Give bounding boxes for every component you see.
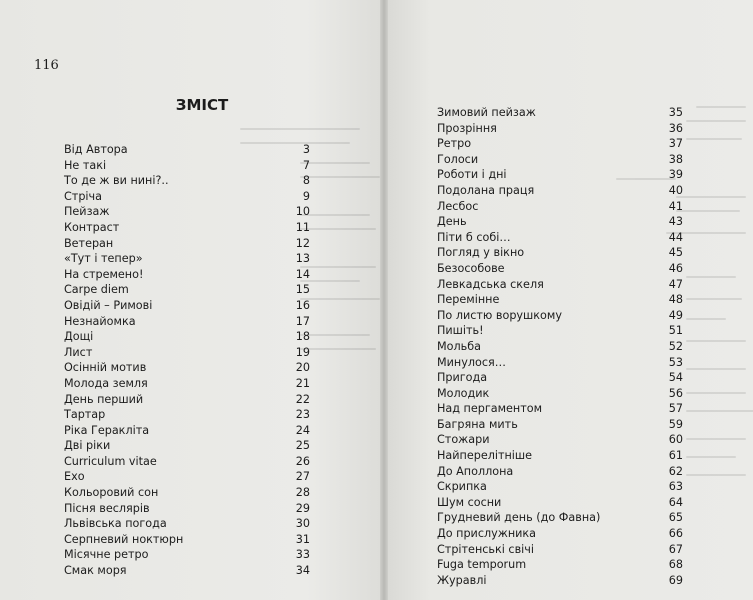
toc-entry [437,573,683,589]
toc-entry-title: Безособове [437,261,505,275]
toc-entry [437,167,683,183]
toc-list-left [64,142,310,579]
toc-title: ЗМІСТ [175,96,229,114]
toc-entry-page: 43 [668,215,683,229]
toc-entry [64,173,310,189]
toc-entry-page: 48 [668,293,683,307]
toc-entry-title: Львівська погода [64,517,167,531]
toc-entry-page: 30 [295,517,310,531]
toc-entry-page: 26 [295,454,310,468]
toc-entry [437,417,683,433]
toc-entry-page: 37 [668,137,683,151]
toc-entry-title: Місячне ретро [64,548,149,562]
toc-entry-title: Серпневий ноктюрн [64,532,184,546]
toc-entry [64,485,310,501]
toc-entry-title: Багряна мить [437,417,518,431]
toc-entry-title: Прозріння [437,121,497,135]
toc-entry [437,261,683,277]
toc-entry-title: Тартар [64,408,106,422]
toc-entry [437,495,683,511]
toc-entry-page: 20 [295,361,310,375]
toc-entry-page: 31 [295,532,310,546]
toc-entry-page: 49 [668,308,683,322]
toc-entry-title: Дощі [64,330,94,344]
toc-entry-title: Над пергаментом [437,402,543,416]
toc-entry [64,423,310,439]
toc-entry-title: Стрітенські свічі [437,542,534,556]
book-gutter [380,0,388,600]
toc-entry-page: 51 [668,324,683,338]
toc-entry-title: Пишіть! [437,324,484,338]
toc-entry-page: 21 [295,376,310,390]
toc-entry-title: Овідій – Римові [64,298,153,312]
toc-entry-page: 57 [668,402,683,416]
toc-entry [64,220,310,236]
toc-entry-page: 69 [668,573,683,587]
toc-entry-page: 36 [668,121,683,135]
toc-entry-title: То де ж ви нині?.. [64,174,169,188]
toc-entry [437,479,683,495]
toc-entry [64,345,310,361]
toc-entry-title: Минулося… [437,355,506,369]
toc-entry [64,469,310,485]
toc-entry [64,158,310,174]
toc-entry-page: 62 [668,464,683,478]
toc-entry-title: Стожари [437,433,490,447]
toc-entry-title: Грудневий день (до Фавна) [437,511,601,525]
toc-entry-title: Пісня веслярів [64,501,150,515]
toc-entry [437,510,683,526]
toc-entry [64,563,310,579]
toc-entry [64,501,310,517]
toc-entry [64,438,310,454]
toc-entry-page: 34 [295,564,310,578]
toc-entry [64,454,310,470]
toc-entry-page: 66 [668,527,683,541]
toc-entry-page: 13 [295,252,310,266]
toc-entry-title: Ріка Геракліта [64,423,150,437]
toc-entry-title: Кольоровий сон [64,486,159,500]
toc-entry [437,542,683,558]
toc-entry-title: Молода земля [64,376,148,390]
toc-entry-title: Зимовий пейзаж [437,106,536,119]
toc-entry [437,183,683,199]
toc-entry-page: 35 [668,106,683,119]
toc-entry [64,251,310,267]
toc-entry [64,407,310,423]
toc-entry-page: 22 [295,392,310,406]
toc-entry [437,245,683,261]
toc-entry [437,448,683,464]
toc-entry [64,376,310,392]
toc-entry [64,189,310,205]
toc-entry-page: 54 [668,371,683,385]
toc-entry [437,355,683,371]
toc-entry-title: Скрипка [437,480,487,494]
toc-entry [437,526,683,542]
toc-entry-page: 17 [295,314,310,328]
toc-entry-page: 59 [668,417,683,431]
toc-entry-page: 11 [295,220,310,234]
toc-entry [64,204,310,220]
toc-entry-title: До прислужника [437,527,537,541]
toc-entry-title: Найперелітніше [437,449,533,463]
toc-entry-page: 33 [295,548,310,562]
page-number: 116 [34,58,59,73]
toc-entry-page: 47 [668,277,683,291]
toc-entry-title: Роботи і дні [437,168,507,182]
toc-entry-title: «Тут і тепер» [64,252,143,266]
toc-entry-title: Контраст [64,220,120,234]
toc-entry-title: Журавлі [437,573,487,587]
toc-entry-title: День перший [64,392,144,406]
toc-entry-page: 60 [668,433,683,447]
toc-entry [64,360,310,376]
toc-entry-title: Від Автора [64,143,128,156]
toc-entry [437,292,683,308]
toc-entry-page: 16 [295,298,310,312]
toc-entry-title: Дві ріки [64,439,111,453]
toc-entry-title: Мольба [437,339,481,353]
toc-entry-page: 28 [295,486,310,500]
toc-entry-title: Осінній мотив [64,361,147,375]
toc-entry-page: 68 [668,558,683,572]
toc-entry-page: 63 [668,480,683,494]
toc-entry-title: Шум сосни [437,495,502,509]
toc-entry [437,214,683,230]
toc-entry-page: 18 [295,330,310,344]
toc-entry-page: 14 [295,267,310,281]
toc-entry-page: 8 [302,174,310,188]
toc-entry-page: 3 [302,143,310,156]
toc-entry-page: 61 [668,449,683,463]
toc-entry-page: 45 [668,246,683,260]
toc-entry [437,386,683,402]
toc-entry-page: 15 [295,283,310,297]
toc-entry [437,152,683,168]
toc-entry-title: Не такі [64,158,107,172]
toc-entry-title: До Аполлона [437,464,514,478]
toc-entry [437,136,683,152]
toc-entry [64,314,310,330]
toc-entry-title: Погляд у вікно [437,246,525,260]
toc-entry-title: Curriculum vitae [64,454,157,468]
toc-entry-title: Незнайомка [64,314,136,328]
toc-entry [64,142,310,158]
toc-entry-title: Пригода [437,371,488,385]
toc-entry-page: 52 [668,339,683,353]
toc-entry [437,308,683,324]
toc-entry-title: Лесбос [437,199,479,213]
toc-entry-page: 67 [668,542,683,556]
toc-entry [437,401,683,417]
toc-entry [64,532,310,548]
toc-entry-title: Голоси [437,152,479,166]
toc-entry [437,323,683,339]
toc-entry [64,282,310,298]
toc-entry-title: Carpe diem [64,283,129,297]
toc-entry-page: 29 [295,501,310,515]
toc-entry [64,267,310,283]
toc-entry [64,547,310,563]
toc-entry [437,339,683,355]
toc-entry-page: 12 [295,236,310,250]
toc-entry [437,464,683,480]
toc-entry-title: Подолана праця [437,183,535,197]
toc-entry [64,329,310,345]
toc-entry-title: Пейзаж [64,205,110,219]
toc-entry-page: 27 [295,470,310,484]
toc-entry-title: Молодик [437,386,490,400]
toc-entry-page: 41 [668,199,683,213]
toc-entry [64,516,310,532]
toc-entry [64,298,310,314]
toc-entry-title: Ветеран [64,236,114,250]
toc-entry-title: По листю ворушкому [437,308,562,322]
toc-entry-page: 46 [668,261,683,275]
toc-entry [437,277,683,293]
toc-entry-title: Ехо [64,470,85,484]
toc-entry-page: 38 [668,152,683,166]
toc-entry-page: 65 [668,511,683,525]
toc-entry [437,370,683,386]
toc-entry-page: 23 [295,408,310,422]
toc-entry [437,432,683,448]
toc-entry-title: Левкадська скеля [437,277,544,291]
toc-entry-page: 44 [668,230,683,244]
toc-entry-page: 40 [668,183,683,197]
toc-entry-page: 10 [295,205,310,219]
toc-entry-page: 19 [295,345,310,359]
toc-entry [437,199,683,215]
toc-entry-title: Ретро [437,137,472,151]
toc-entry-page: 7 [302,158,310,172]
toc-entry-page: 9 [302,189,310,203]
toc-entry-title: Смак моря [64,564,127,578]
toc-entry-page: 56 [668,386,683,400]
toc-entry-page: 25 [295,439,310,453]
toc-entry-title: Піти б собі… [437,230,511,244]
toc-entry-title: Fuga temporum [437,558,527,572]
toc-entry-page: 24 [295,423,310,437]
toc-entry-title: Лист [64,345,93,359]
toc-entry [437,105,683,121]
toc-entry-title: Стріча [64,189,103,203]
toc-entry-title: День [437,215,467,229]
toc-entry-page: 39 [668,168,683,182]
toc-entry-title: На стремено! [64,267,144,281]
toc-entry-title: Перемінне [437,293,500,307]
toc-entry [437,121,683,137]
toc-entry [437,557,683,573]
toc-entry [64,392,310,408]
toc-entry-page: 53 [668,355,683,369]
toc-entry [64,236,310,252]
toc-entry [437,230,683,246]
toc-entry-page: 64 [668,495,683,509]
toc-list-right [437,105,683,588]
